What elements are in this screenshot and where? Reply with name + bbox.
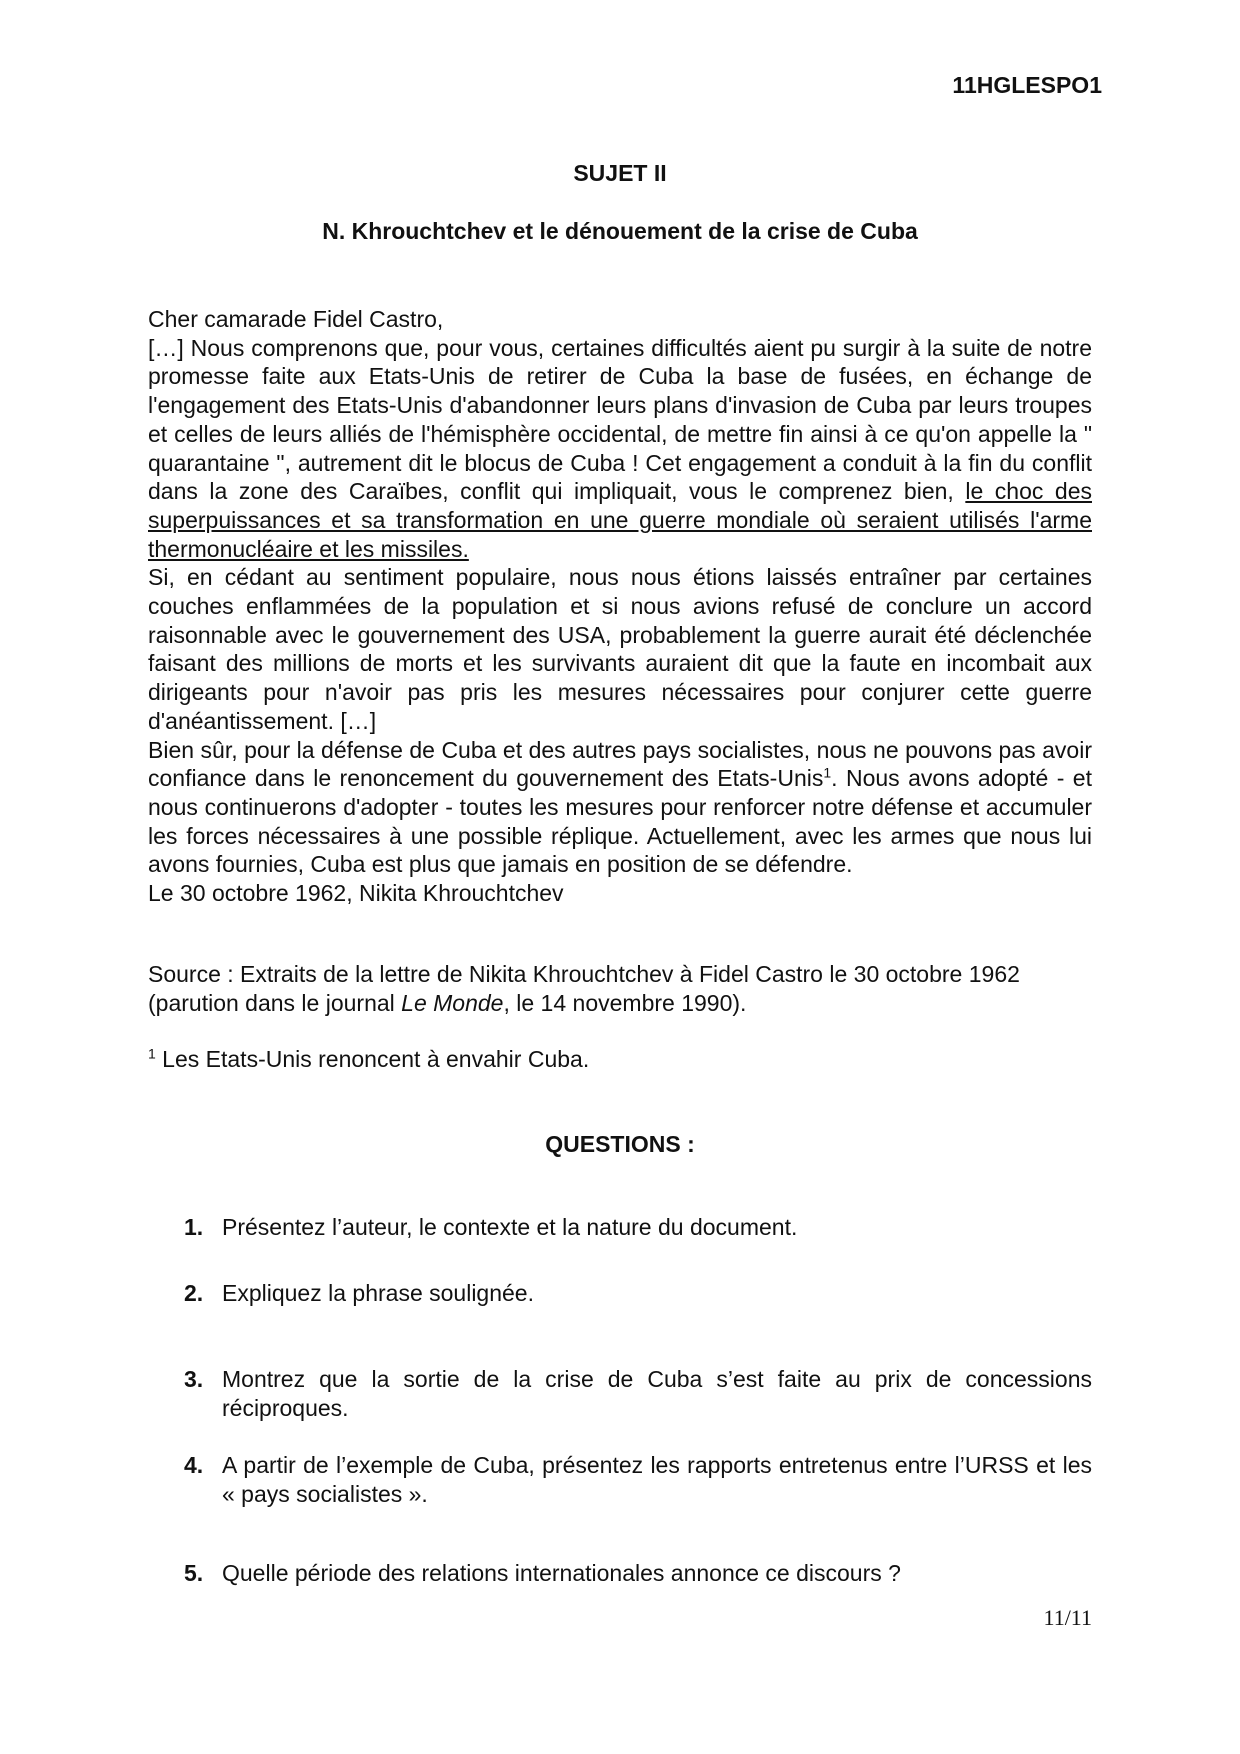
source-line-1: Source : Extraits de la lettre de Nikita Khrouchtchev à Fidel Castro le 30 octobre 1962 (148, 961, 1020, 987)
footnote-mark: 1 (148, 1045, 156, 1062)
question-item (184, 1213, 1092, 1242)
letter-paragraph-1 (148, 334, 1092, 564)
page-number: 11/11 (1043, 1605, 1092, 1630)
question-text: Expliquez la phrase soulignée. (222, 1280, 534, 1306)
newspaper-title: Le Monde (401, 989, 504, 1016)
letter-paragraph-3 (148, 736, 1092, 880)
footnote (148, 1045, 1092, 1073)
page-title: N. Khrouchtchev et le dénouement de la crise de Cuba (322, 218, 918, 244)
question-text: A partir de l’exemple de Cuba, présentez les rapports entretenus entre l’URSS et les « pays socialistes ». (222, 1452, 1092, 1507)
source-line-2 (148, 989, 1092, 1018)
underlined-sentence: le choc des superpuissances et sa transformation en une guerre mondiale où seraient utilisés l'arme thermonucléaire et les missiles. (148, 478, 1092, 562)
question-number: 5. (184, 1560, 204, 1586)
subject-heading: SUJET II (573, 160, 667, 186)
letter-body (148, 305, 1092, 908)
footnote-reference: 1 (823, 764, 832, 781)
letter-signature: Le 30 octobre 1962, Nikita Khrouchtchev (148, 880, 564, 907)
source-line-2-a: (parution dans le journal (148, 989, 402, 1016)
question-item (184, 1559, 1092, 1588)
question-item (184, 1451, 1092, 1508)
letter-salutation: Cher camarade Fidel Castro, (148, 306, 444, 332)
question-text: Quelle période des relations internationales annonce ce discours ? (222, 1560, 901, 1586)
question-text: Présentez l’auteur, le contexte et la nature du document. (222, 1214, 798, 1240)
question-number: 3. (184, 1366, 204, 1392)
question-number: 4. (184, 1452, 204, 1478)
letter-paragraph-3-text-a: Bien sûr, pour la défense de Cuba et des autres pays socialistes, nous ne pouvons pas avoir confiance dans le renoncement du gouvernement des Etats-Unis (148, 736, 1092, 792)
question-text: Montrez que la sortie de la crise de Cuba s’est faite au prix de concessions réciproques. (222, 1366, 1092, 1421)
source-citation (148, 960, 1092, 1017)
question-item (184, 1279, 1092, 1308)
letter-paragraph-2: Si, en cédant au sentiment populaire, nous nous étions laissés entraîner par certaines couches enflammées de la population et si nous avions refusé de conclure un accord raisonnable avec le gouvernement des USA, probablement la guerre aurait été déclenchée faisant des millions de morts et les survivants auraient dit que la faute en incombait aux dirigeants pour n'avoir pas pris les mesures nécessaires pour conjurer cette guerre d'anéantissement. […] (148, 564, 1092, 734)
letter-paragraph-1-text: […] Nous comprenons que, pour vous, certaines difficultés aient pu surgir à la suite de notre promesse faite aux Etats-Unis de retirer de Cuba la base de fusées, en échange de l'engagement des Etats-Unis d'abandonner leurs plans d'invasion de Cuba par leurs troupes et celles de leurs alliés de l'hémisphère occidental, de mettre fin ainsi à ce qu'on appelle la " quarantaine ", autrement dit le blocus de Cuba ! Cet engagement a conduit à la fin du conflit dans la zone des Caraïbes, conflit qui impliquait, vous le comprenez bien, (148, 334, 1092, 505)
letter-paragraph-3-text-b: . Nous avons adopté - et nous continuerons d'adopter - toutes les mesures pour renforcer notre défense et accumuler les forces nécessaires à une possible réplique. Actuellement, avec les armes que nous lui avons fournies, Cuba est plus que jamais en position de se défendre. (148, 765, 1092, 878)
questions-heading: QUESTIONS : (545, 1131, 695, 1157)
footnote-text: Les Etats-Unis renoncent à envahir Cuba. (155, 1046, 590, 1072)
question-number: 1. (184, 1214, 204, 1240)
question-number: 2. (184, 1280, 204, 1306)
source-line-2-b: , le 14 novembre 1990). (503, 989, 747, 1016)
question-item (184, 1365, 1092, 1422)
document-code: 11HGLESPO1 (952, 72, 1102, 98)
